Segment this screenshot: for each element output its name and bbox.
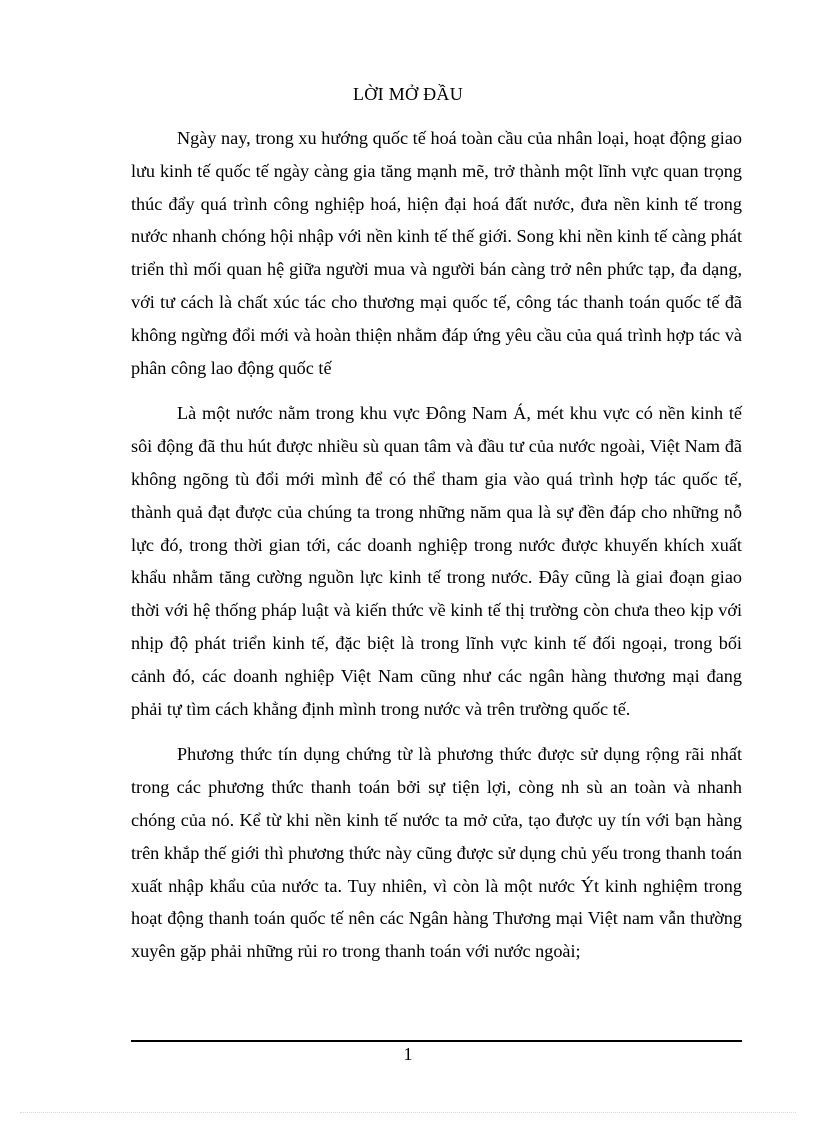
- paragraph-3: Phương thức tín dụng chứng từ là phương thức được sử dụng rộng rãi nhất trong các phương thức thanh toán bởi sự tiện lợi, còng nh sù an toàn và nhanh chóng của nó. Kể từ khi nền kinh tế nước ta mở cửa, tạo được uy tín với bạn hàng trên khắp thế giới thì phương thức này cũng được sử dụng chủ yếu trong thanh toán xuất nhập khẩu của nước ta. Tuy nhiên, vì còn là một nước Ýt kinh nghiệm trong hoạt động thanh toán quốc tế nên các Ngân hàng Thương mại Việt nam vẫn thường xuyên gặp phải những rủi ro trong thanh toán với nước ngoài;: [131, 744, 742, 962]
- body-text: [131, 122, 742, 968]
- page-bottom-border: [20, 1112, 796, 1113]
- paragraph-1: Ngày nay, trong xu hướng quốc tế hoá toàn cầu của nhân loại, hoạt động giao lưu kinh tế quốc tế ngày càng gia tăng mạnh mẽ, trở thành một lĩnh vực quan trọng thúc đẩy quá trình công nghiệp hoá, hiện đại hoá đất nước, đưa nền kinh tế trong nước nhanh chóng hội nhập với nền kinh tế thế giới. Song khi nền kinh tế càng phát triển thì mối quan hệ giữa người mua và người bán càng trở nên phức tạp, đa dạng, với tư cách là chất xúc tác cho thương mại quốc tế, công tác thanh toán quốc tế đã không ngừng đổi mới và hoàn thiện nhằm đáp ứng yêu cầu của quá trình hợp tác và phân công lao động quốc tế: [131, 128, 742, 378]
- footer-divider: [131, 1040, 742, 1042]
- page-title: LỜI MỞ ĐẦU: [353, 84, 463, 104]
- page-number: 1: [403, 1044, 413, 1064]
- paragraph-2: Là một nước nằm trong khu vực Đông Nam Á, mét khu vực có nền kinh tế sôi động đã thu hút được nhiều sù quan tâm và đầu tư của nước ngoài, Việt Nam đã không ngõng tù đổi mới mình để có thể tham gia vào quá trình hợp tác quốc tế, thành quả đạt được của chúng ta trong những năm qua là sự đền đáp cho những nỗ lực đó, trong thời gian tới, các doanh nghiệp trong nước được khuyến khích xuất khẩu nhằm tăng cường nguồn lực kinh tế trong nước. Đây cũng là giai đoạn giao thời với hệ thống pháp luật và kiến thức về kinh tế thị trường còn chưa theo kịp với nhịp độ phát triển kinh tế, đặc biệt là trong lĩnh vực kinh tế đối ngoại, trong bối cảnh đó, các doanh nghiệp Việt Nam cũng như các ngân hàng thương mại đang phải tự tìm cách khẳng định mình trong nước và trên trường quốc tế.: [131, 403, 742, 719]
